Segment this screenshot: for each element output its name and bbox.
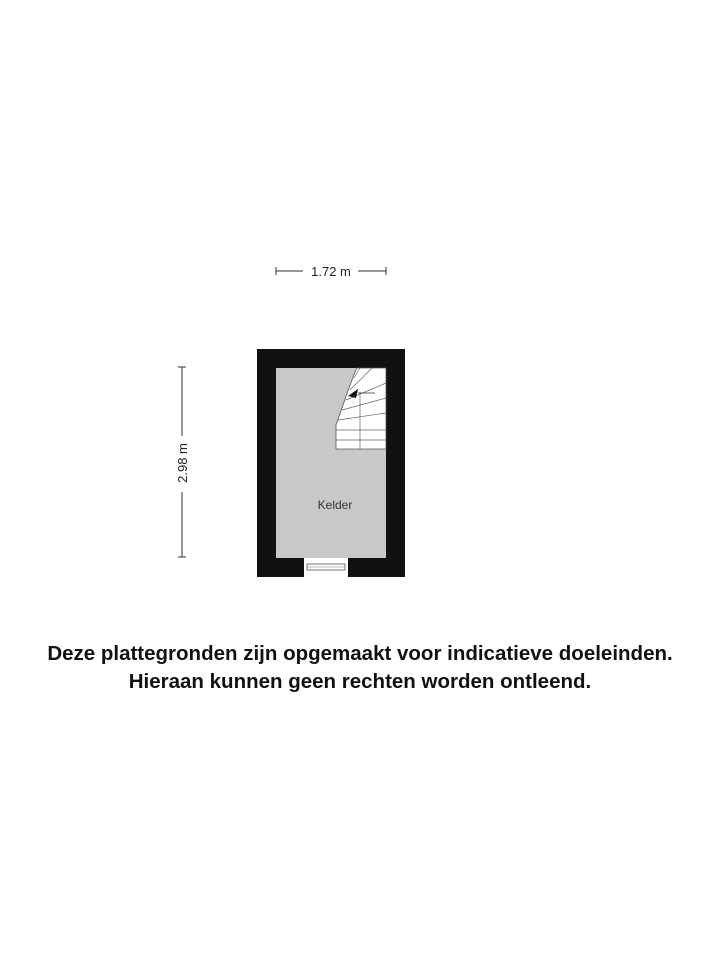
disclaimer — [0, 640, 720, 696]
disclaimer-line-2: Hieraan kunnen geen rechten worden ontleend. — [128, 670, 592, 693]
room-label-kelder: Kelder — [317, 498, 353, 512]
width-dimension-label: 1.72 m — [311, 264, 351, 279]
depth-dimension-label: 2.98 m — [175, 443, 190, 483]
width-dimension — [276, 264, 386, 279]
window — [304, 558, 348, 577]
disclaimer-line-1: Deze plattegronden zijn opgemaakt voor indicatieve doeleinden. — [47, 642, 673, 665]
depth-dimension — [175, 367, 190, 557]
